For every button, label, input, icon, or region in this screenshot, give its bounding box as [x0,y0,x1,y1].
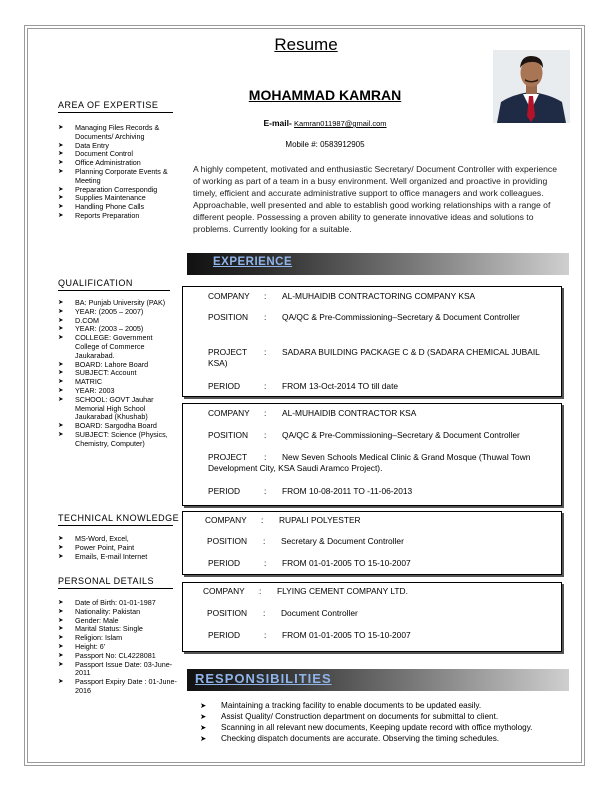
list-item: ➤ Reports Preparation [58,212,180,221]
list-item: ➤ Passport Issue Date: 03-June-2011 [58,661,178,679]
list-item: ➤ Assist Quality/ Construction department on documents for submittal to client. [200,711,532,722]
list-item: ➤ Handling Phone Calls [58,203,180,212]
job-position: Secretary & Document Controller [281,536,404,546]
job-company: RUPALI POLYESTER [279,515,361,525]
job-position-row: POSITION : QA/QC & Pre-Commissioning–Secretary & Document Controller [208,312,520,322]
job-period: FROM 13-Oct-2014 TO till date [282,381,399,391]
technical-list [58,535,176,561]
profile-photo [493,50,570,123]
responsibilities-banner [187,669,569,691]
personal-rule [58,588,173,589]
email-link[interactable]: Kamran011987@gmail.com [294,119,387,128]
job-project-row: PROJECT : New Seven Schools Medical Clinic & Grand Mosque (Thuwal Town Development City, KSA Saudi Aramco Project). [208,452,531,473]
candidate-name: MOHAMMAD KAMRAN [248,87,402,103]
mobile-number: Mobile #: 0583912905 [285,140,365,149]
expertise-list [58,124,180,221]
job-period-row: PERIOD : FROM 13-Oct-2014 TO till date [208,381,399,391]
technical-heading: TECHNICAL KNOWLEDGE [58,513,180,523]
list-item: ➤ Religion: Islam [58,634,178,643]
list-item: ➤ BA: Punjab University (PAK) [58,299,176,308]
experience-banner [187,253,569,275]
list-item: ➤ MS-Word, Excel, [58,535,176,544]
personal-list [58,599,178,696]
job-company: AL-MUHAIDIB CONTRACTOR KSA [282,408,417,418]
job-company: AL-MUHAIDIB CONTRACTORING COMPANY KSA [282,291,476,301]
expertise-rule [58,112,173,113]
list-item: ➤ Supplies Maintenance [58,194,180,203]
job-period: FROM 10-08-2011 TO -11-06-2013 [282,486,413,496]
list-item: ➤ Checking dispatch documents are accurate. Observing the timing schedules. [200,733,532,744]
list-item: ➤ Emails, E-mail Internet [58,553,176,562]
job-company-row: COMPANY : AL-MUHAIDIB CONTRACTORING COMPANY KSA [208,291,476,301]
list-item: ➤ COLLEGE: Government College of Commerce Jaukarabad. [58,334,176,360]
list-item: ➤ Office Administration [58,159,180,168]
qualification-rule [58,290,170,291]
job-card [182,511,562,575]
job-position-row: POSITION : QA/QC & Pre-Commissioning–Secretary & Document Controller [208,430,520,440]
job-position: Document Controller [281,608,358,618]
list-item: ➤ Passport No: CL4228081 [58,652,178,661]
responsibilities-list [200,700,532,744]
list-item: ➤ YEAR: (2005 – 2007) [58,308,176,317]
list-item: ➤ MATRIC [58,378,176,387]
list-item: ➤ Managing Files Records & Documents/ Archiving [58,124,180,142]
responsibilities-banner-label: RESPONSIBILITIES [195,671,332,686]
job-card [182,286,562,397]
list-item: ➤ Planning Corporate Events & Meeting [58,168,180,186]
qualification-heading: QUALIFICATION [58,278,133,288]
qualification-list [58,299,176,449]
job-company-row: COMPANY : FLYING CEMENT COMPANY LTD. [203,586,408,596]
job-card [182,582,562,652]
list-item: ➤ Height: 6' [58,643,178,652]
list-item: ➤ BOARD: Lahore Board [58,361,176,370]
list-item: ➤ SUBJECT: Account [58,369,176,378]
list-item: ➤ Marital Status: Single [58,625,178,634]
email-line [200,118,450,128]
list-item: ➤ Gender: Male [58,617,178,626]
job-period: FROM 01-01-2005 TO 15-10-2007 [282,558,411,568]
email-label: E-mail- [263,118,292,128]
list-item: ➤ SCHOOL: GOVT Jauhar Memorial High School Jaukarabad (Khushab) [58,396,176,422]
job-project: New Seven Schools Medical Clinic & Grand Mosque (Thuwal Town Development City, KSA Saudi Aramco Project). [208,452,531,473]
list-item: ➤ Preparation Correspondig [58,186,180,195]
list-item: ➤ Date of Birth: 01-01-1987 [58,599,178,608]
job-position-row: POSITION : Secretary & Document Controller [207,536,404,546]
job-project-row: PROJECT : SADARA BUILDING PACKAGE C & D (SADARA CHEMICAL JUBAIL KSA) [208,347,540,368]
list-item: ➤ Passport Expiry Date : 01-June-2016 [58,678,178,696]
list-item: ➤ Nationality: Pakistan [58,608,178,617]
list-item: ➤ Document Control [58,150,180,159]
job-period-row: PERIOD : FROM 10-08-2011 TO -11-06-2013 [208,486,413,496]
job-card [182,403,562,506]
technical-rule [58,525,173,526]
personal-heading: PERSONAL DETAILS [58,576,155,586]
list-item: ➤ Scanning in all relevant new documents, Keeping update record with office mythology. [200,722,532,733]
profile-summary: A highly competent, motivated and enthusiastic Secretary/ Document Controller with experience of working as part of a team in a busy environment. Well organized and proactive in providing timely, efficient and accurate administrative support to office managers and work colleagues. Approachable, well presented and able to establish good working relationships with a range of different people. Possessing a proven ability to generate innovative ideas and solutions to problems. Currently looking for a suitable. [193,164,557,234]
job-company-row: COMPANY : AL-MUHAIDIB CONTRACTOR KSA [208,408,417,418]
resume-title: Resume [274,35,338,54]
list-item: ➤ Data Entry [58,142,180,151]
job-period-row: PERIOD : FROM 01-01-2005 TO 15-10-2007 [208,558,411,568]
expertise-heading: AREA OF EXPERTISE [58,100,159,110]
job-position-row: POSITION : Document Controller [207,608,358,618]
job-position: QA/QC & Pre-Commissioning–Secretary & Document Controller [282,312,520,322]
list-item: ➤ SUBJECT: Science (Physics, Chemistry, Computer) [58,431,176,449]
list-item: ➤ YEAR: (2003 – 2005) [58,325,176,334]
list-item: ➤ Maintaining a tracking facility to enable documents to be updated easily. [200,700,532,711]
experience-banner-label: EXPERIENCE [213,256,293,268]
job-position: QA/QC & Pre-Commissioning–Secretary & Document Controller [282,430,520,440]
job-project: SADARA BUILDING PACKAGE C & D (SADARA CHEMICAL JUBAIL KSA) [208,347,540,368]
list-item: ➤ D.COM [58,317,176,326]
list-item: ➤ Power Point, Paint [58,544,176,553]
job-period-row: PERIOD : FROM 01-01-2005 TO 15-10-2007 [208,630,411,640]
job-company-row: COMPANY : RUPALI POLYESTER [205,515,361,525]
job-period: FROM 01-01-2005 TO 15-10-2007 [282,630,411,640]
list-item: ➤ YEAR: 2003 [58,387,176,396]
list-item: ➤ BOARD: Sargodha Board [58,422,176,431]
job-company: FLYING CEMENT COMPANY LTD. [277,586,408,596]
